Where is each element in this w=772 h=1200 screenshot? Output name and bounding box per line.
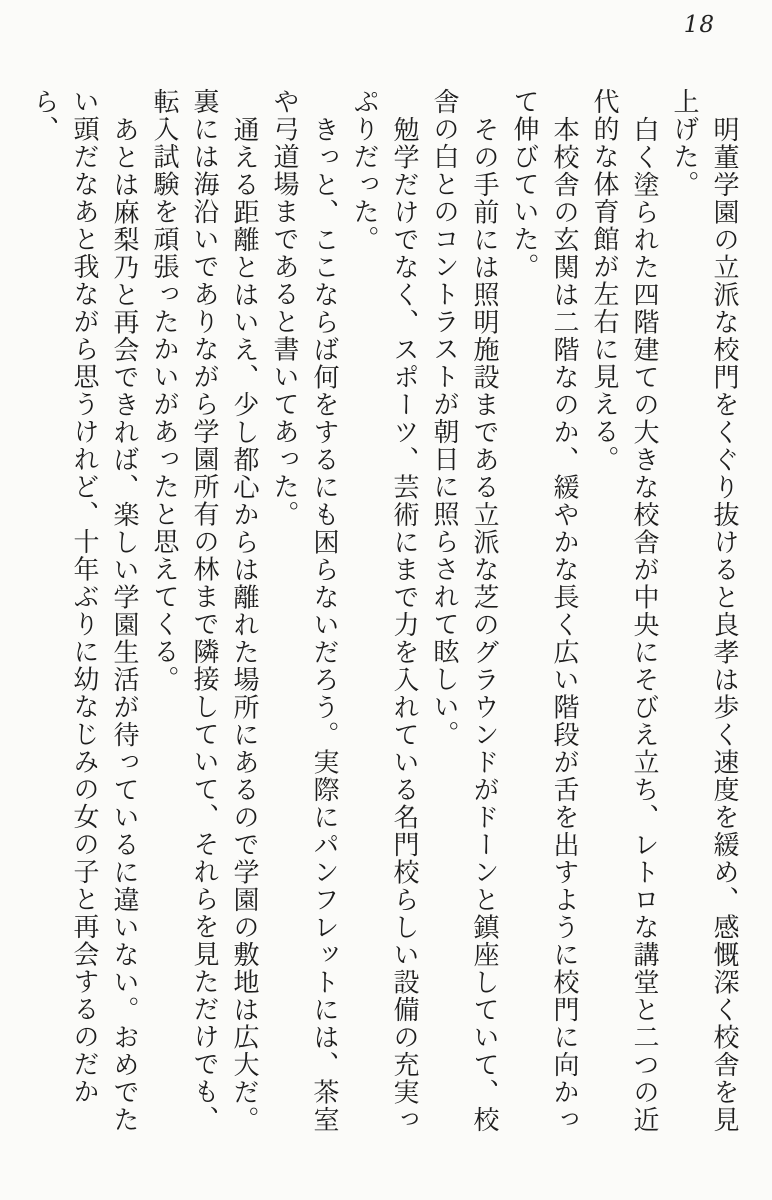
paragraph-4: その手前には照明施設まである立派な芝のグラウンドがドーンと鎮座していて、校舎の白とのコントラストが朝日に照らされて眩しい。 [430, 88, 499, 1133]
paragraph-5: 勉学だけでなく、スポーツ、芸術にまで力を入れている名門校らしい設備の充実っぷりだった。 [350, 88, 419, 1133]
paragraph-8: あとは麻梨乃と再会できれば、楽しい学園生活が待っているに違いない。おめでたい頭だなあと我ながら思うけれど、十年ぶりに幼なじみの女の子と再会するのだから、 [30, 88, 139, 1133]
paragraph-3: 本校舎の玄関は二階なのか、緩やかな長く広い階段が舌を出すように校門に向かって伸びていた。 [510, 88, 579, 1133]
novel-text-block [32, 88, 744, 1134]
paragraph-7: 通える距離とはいえ、少し都心からは離れた場所にあるので学園の敷地は広大だ。裏には海沿いでありながら学園所有の林まで隣接していて、それらを見ただけでも、転入試験を頑張ったかいがあったと思えてくる。 [150, 88, 259, 1133]
paragraph-2: 白く塗られた四階建ての大きな校舎が中央にそびえ立ち、レトロな講堂と二つの近代的な体育館が左右に見える。 [590, 88, 659, 1133]
page-number: 18 [683, 12, 715, 38]
paragraph-6: きっと、ここならば何をするにも困らないだろう。実際にパンフレットには、茶室や弓道場まであると書いてあった。 [270, 88, 339, 1133]
paragraph-1: 明董学園の立派な校門をくぐり抜けると良孝は歩く速度を緩め、感慨深く校舎を見上げた。 [670, 88, 739, 1133]
